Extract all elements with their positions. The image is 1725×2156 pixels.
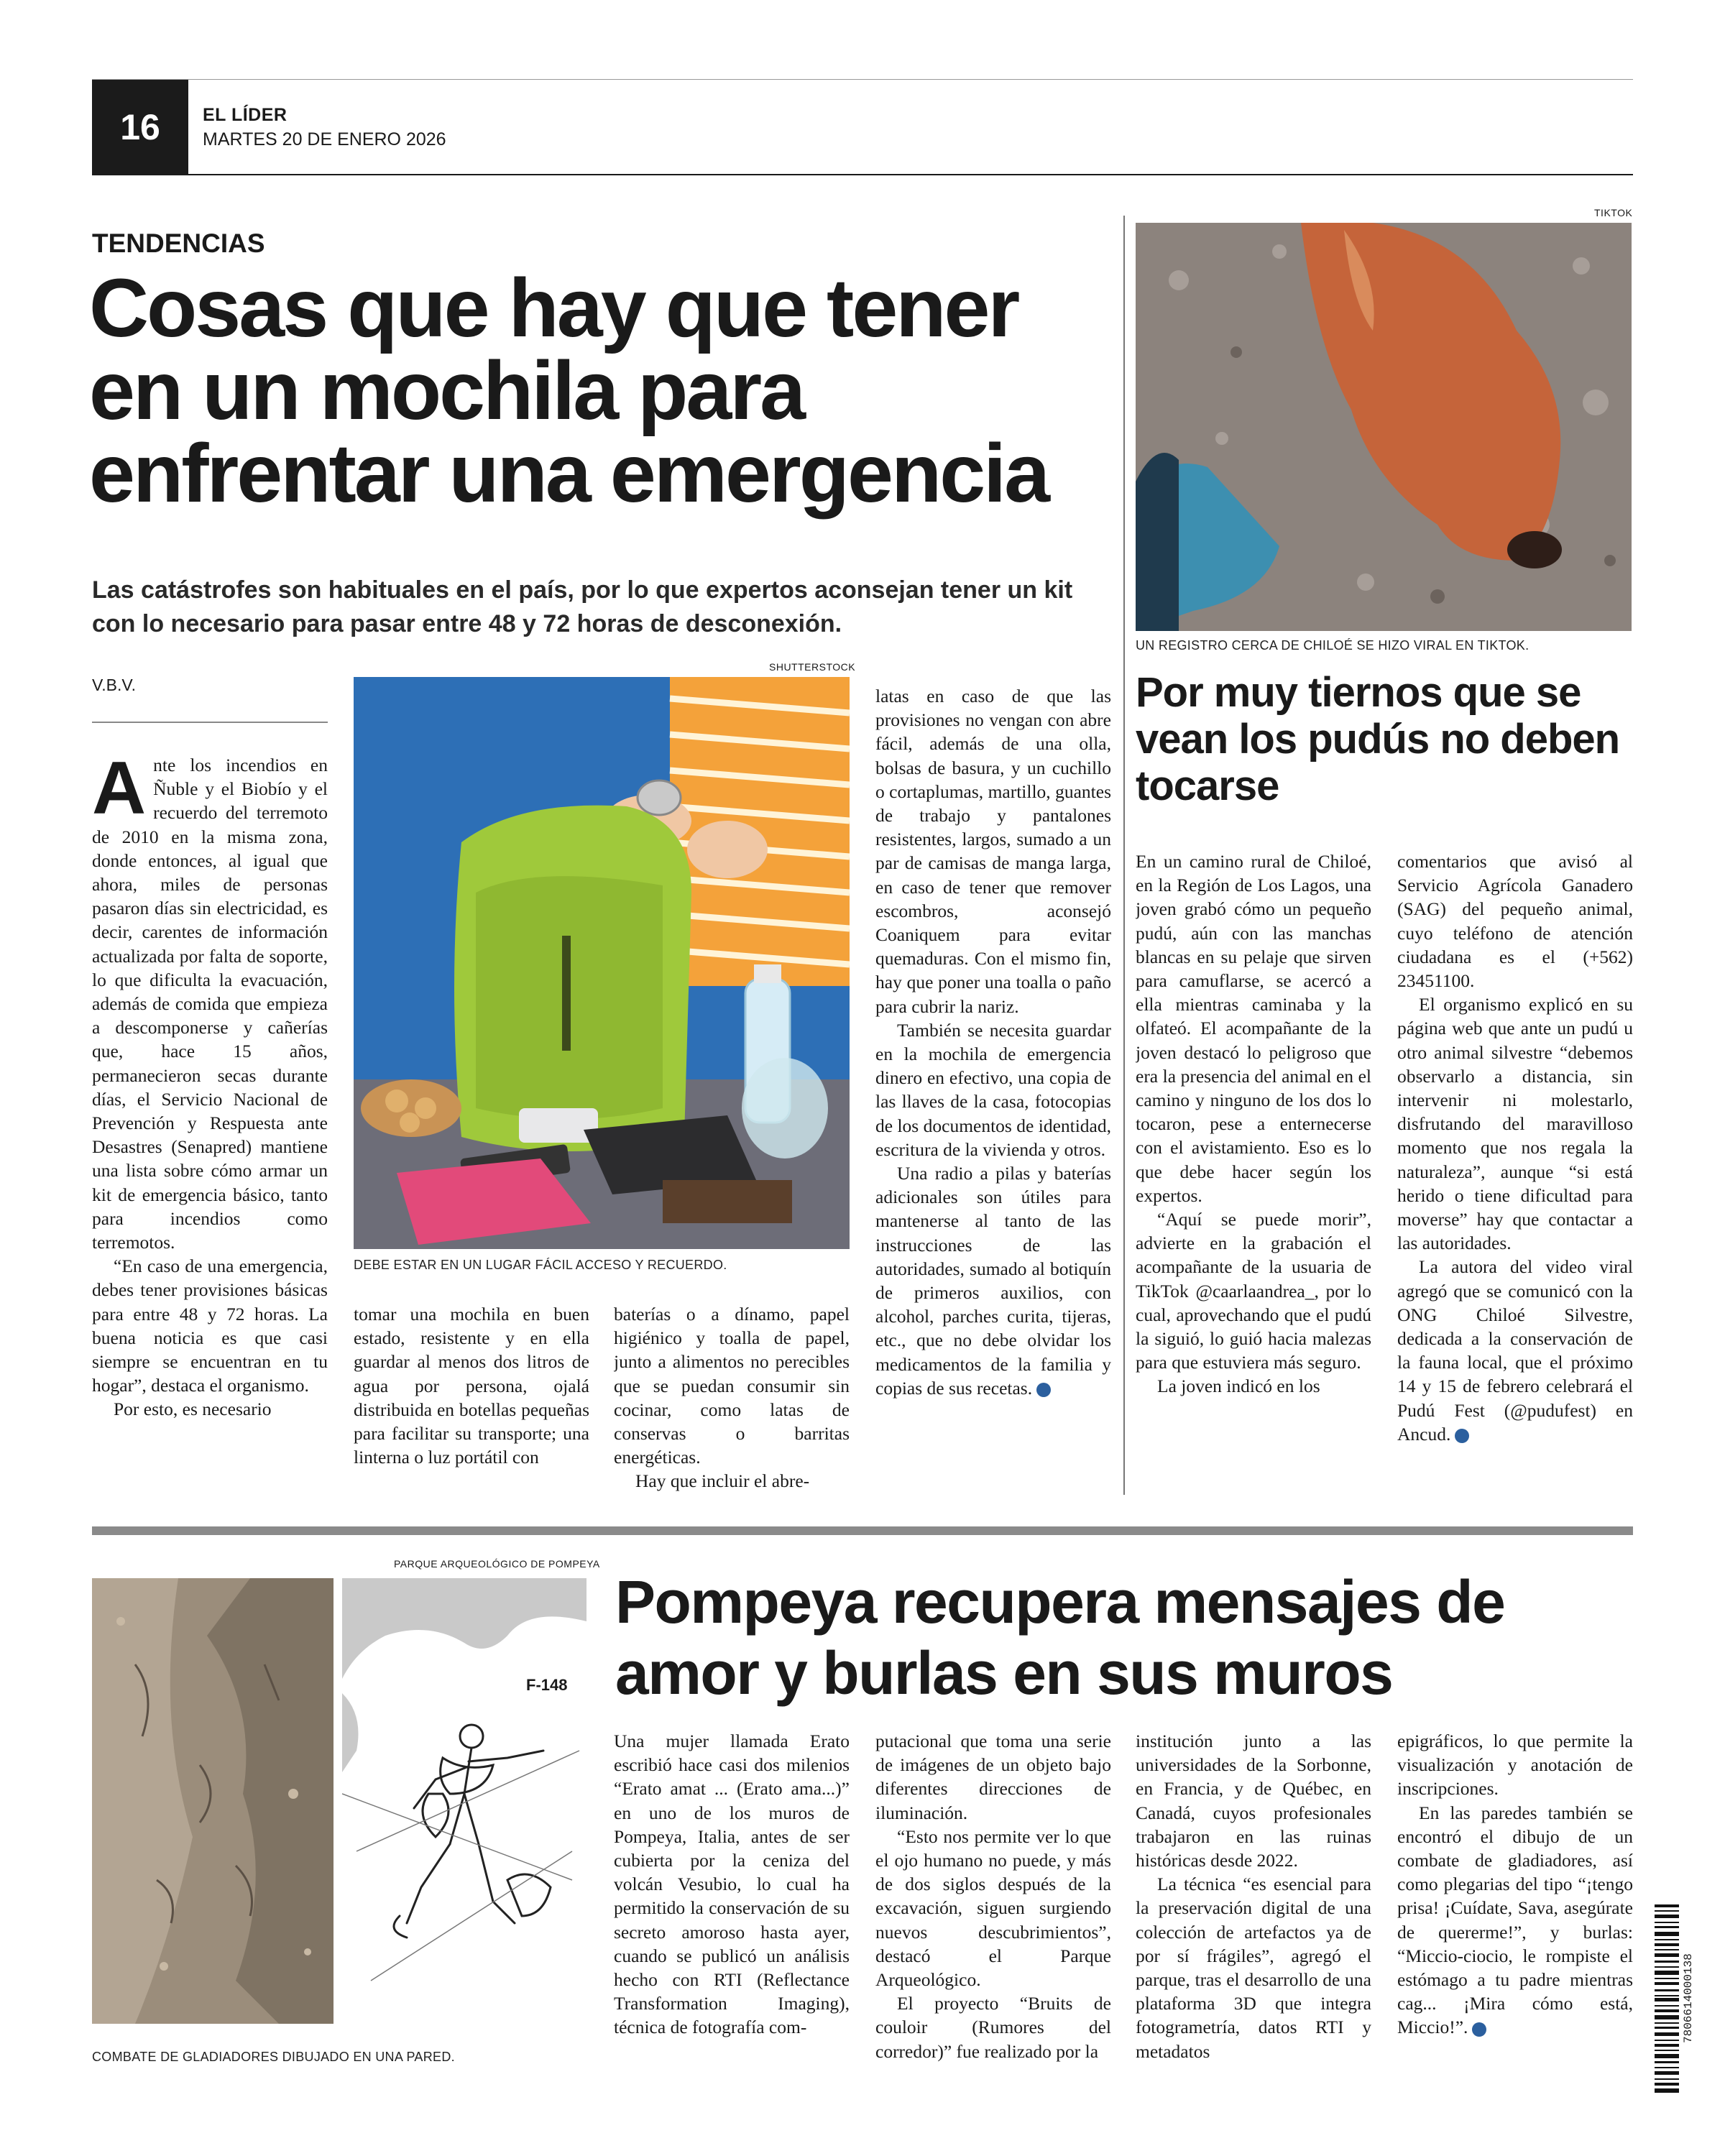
story2-column-1 [1136,849,1371,1503]
pudu-photo [1136,223,1632,631]
header-rule [188,174,1633,175]
end-mark-icon: ✚ [1036,1383,1051,1397]
story2-paragraph: La joven indicó en los [1157,1376,1320,1397]
story3-column-1 [614,1729,850,2110]
photo-caption: DEBE ESTAR EN UN LUGAR FÁCIL ACCESO Y RECUERDO. [354,1258,727,1272]
photo-credit: PARQUE ARQUEOLÓGICO DE POMPEYA [394,1558,600,1570]
story2-headline: Por muy tiernos que se vean los pudús no deben tocarse [1136,669,1620,809]
story2-paragraph: comentarios que avisó al Servicio Agrícola Ganadero (SAG) del pequeño animal, cuyo teléfono de atención ciudadana es el (+562) 23451100. [1397,851,1633,992]
story1-paragraph: tomar una mochila en buen estado, resistente y en ella guardar al menos dos litros de agua por persona, ojalá distribuida en botellas pequeñas para facilitar su transporte; una linterna o luz portátil con [354,1304,589,1468]
story3-paragraph: Una mujer llamada Erato escribió hace casi dos milenios “Erato amat ... (Erato ama...)” en uno de los muros de Pompeya, Italia, antes de ser cubierta por la ceniza del volcán Vesubio, lo cual ha permitido la conservación de su secreto amoroso hasta ayer, cuando se publicó un análisis hecho con RTI (Reflectance Transformation Imaging), técnica de fotografía com- [614,1731,850,2038]
byline-rule [92,722,328,723]
story3-column-2 [875,1729,1111,2110]
story1-headline: Cosas que hay que tener en un mochila para enfrentar una emergencia [89,262,1049,520]
end-mark-icon: ✚ [1472,2022,1486,2037]
story1-paragraph: También se necesita guardar en la mochila de emergencia dinero en efectivo, una copia de las llaves de la casa, fotocopias de los documentos de identidad, escritura de la vivienda y otros. [875,1019,1111,1160]
story3-paragraph: putacional que toma una serie de imágenes de un objeto bajo diferentes direcciones de iluminación. [875,1731,1111,1823]
issue-date: MARTES 20 DE ENERO 2026 [203,129,446,149]
story3-column-3 [1136,1729,1371,2110]
barcode-number: 7806614000138 [1682,1953,1695,2044]
story1-paragraph: baterías o a dínamo, papel higiénico y toalla de papel, junto a alimentos no perecibles que se puedan consumir sin cocinar, como latas de conservas o barritas energéticas. [614,1304,850,1468]
story1-paragraph: nte los incendios en Ñuble y el Biobío y el recuerdo del terremoto de 2010 en la misma zona, donde entonces, al igual que ahora, miles de personas pasaron días sin electricidad, es decir, carentes de información actualizada por falta de soporte, lo que dificulta la evacuación, además de comida que empieza a descomponerse y cañerías que, hace 15 años, permanecieron secas durante días, el Servicio Nacional de Prevención y Respuesta ante Desastres (Senapred) mantiene una lista sobre cómo armar un kit de emergencia básico, tanto para incendios como terremotos. [92,755,328,1253]
story1-paragraph: “En caso de una emergencia, debes tener provisiones básicas para entre 48 y 72 horas. La buena noticia es que casi siempre se encuentran en tu hogar”, destaca el organismo. [92,1256,328,1396]
wall-photo [92,1578,334,2024]
story1-paragraph: Hay que incluir el abre- [635,1470,810,1492]
photo-caption: UN REGISTRO CERCA DE CHILOÉ SE HIZO VIRAL EN TIKTOK. [1136,638,1530,653]
story1-deck: Las catástrofes son habituales en el país, por lo que expertos aconsejan tener un kit con lo necesario para pasar entre 48 y 72 horas de desconexión. [92,576,1073,637]
story3-paragraph: En las paredes también se encontró el dibujo de un combate de gladiadores, así como plegarias del tipo “¡tengo prisa! ¡Cuídate, Sava, asegúrate de quererme!”, y burlas: “Miccio-ciocio, le rompiste el estómago a tu padre mientras cag... ¡Mira cómo está, Miccio!”. ✚ [1397,1802,1633,2038]
story3-paragraph: epigráficos, lo que permite la visualización y anotación de inscripciones. [1397,1731,1633,1800]
photo-credit: TIKTOK [1594,207,1633,218]
story1-column-1 [92,753,328,1501]
top-rule [92,79,1633,80]
story3-paragraph: La técnica “es esencial para la preservación digital de una colección de artefactos ya de por sí frágiles”, agregó el parque, tras el desarrollo de una plataforma 3D que integra fotogrametría, datos RTI y metadatos [1136,1874,1371,2062]
story3-paragraph: “Esto nos permite ver lo que el ojo humano no puede, y más de dos siglos después de la excavación, siguen surgiendo nuevos descubrimientos”, destacó el Parque Arqueológico. [875,1825,1111,1991]
story2-column-2 [1397,849,1633,1503]
column-divider [1123,216,1125,1495]
backpack-photo [354,677,850,1249]
story1-paragraph: Una radio a pilas y baterías adicionales son útiles para mantenerse al tanto de las instrucciones de las autoridades, sumado al botiquín de primeros auxilios, con alcohol, parches curita, tijeras, etc., que no debe olvidar los medicamentos de la familia y copias de sus recetas. ✚ [875,1163,1111,1399]
story1-paragraph: Por esto, es necesario [114,1399,272,1420]
story1-column-3 [614,1302,850,1503]
section-label: TENDENCIAS [92,229,265,258]
photo-caption: COMBATE DE GLADIADORES DIBUJADO EN UNA PARED. [92,2050,455,2064]
story1-paragraph: latas en caso de que las provisiones no vengan con abre fácil, además de una olla, bolsas de basura, y un cuchillo o cortaplumas, martillo, guantes de trabajo y pantalones resistentes, largos, sumado a un par de camisas de manga larga, en caso de tener que remover escombros, aconsejó Coaniquem para evitar quemaduras. Con el mismo fin, hay que poner una toalla o paño para cubrir la nariz. [875,686,1111,1017]
story2-paragraph: El organismo explicó en su página web que ante un pudú u otro animal silvestre “debemos observarlo a distancia, sin intervenir ni molestarlo, disfrutando del maravilloso momento que nos regala la naturaleza”, aunque “si está herido o tiene dificultad para moverse” hay que contactar a las autoridades. [1397,994,1633,1254]
gladiator-drawing [342,1578,586,2024]
story3-column-4 [1397,1729,1633,2110]
drawing-label: F-148 [526,1676,568,1694]
page-number: 16 [92,79,188,175]
drop-cap: A [92,753,147,830]
section-separator [92,1526,1633,1535]
story1-column-2 [354,1302,589,1503]
photo-credit: SHUTTERSTOCK [769,661,856,673]
byline: V.B.V. [92,676,136,694]
story3-headline: Pompeya recupera mensajes de amor y burlas en sus muros [615,1568,1505,1708]
newspaper-name: EL LÍDER [203,105,288,125]
story2-paragraph: En un camino rural de Chiloé, en la Región de Los Lagos, una joven grabó cómo un pequeño pudú, aún con las manchas blancas en su pelaje que sirven para camuflarse, se acercó a ella mientras caminaba y la olfateó. El acompañante de la joven destacó lo peligroso que era la presencia del animal en el camino y ninguno de los dos lo tocaron, pese a enternecerse con el avistamiento. Eso es lo que debe hacer según los expertos. [1136,851,1371,1206]
story3-paragraph: institución junto a las universidades de la Sorbonne, en Francia, y de Québec, en Canadá, cuyos profesionales trabajaron en las ruinas históricas desde 2022. [1136,1731,1371,1871]
story2-paragraph: La autora del video viral agregó que se comunicó con la ONG Chiloé Silvestre, dedicada a la conservación de la fauna local, que el próximo 14 y 15 de febrero celebrará el Pudú Fest (@pudufest) en Ancud. ✚ [1397,1256,1633,1445]
story2-paragraph: “Aquí se puede morir”, advierte en la grabación el acompañante de la usuaria de TikTok @caarlaandrea_, por lo cual, aprovechando que el pudú la siguió, lo guió hacia malezas para que estuviera más seguro. [1136,1209,1371,1373]
story3-paragraph: El proyecto “Bruits de couloir (Rumores del corredor)” fue realizado por la [875,1993,1111,2062]
barcode [1655,1904,1679,2093]
story1-column-4 [875,684,1111,1503]
end-mark-icon: ✚ [1455,1429,1469,1443]
